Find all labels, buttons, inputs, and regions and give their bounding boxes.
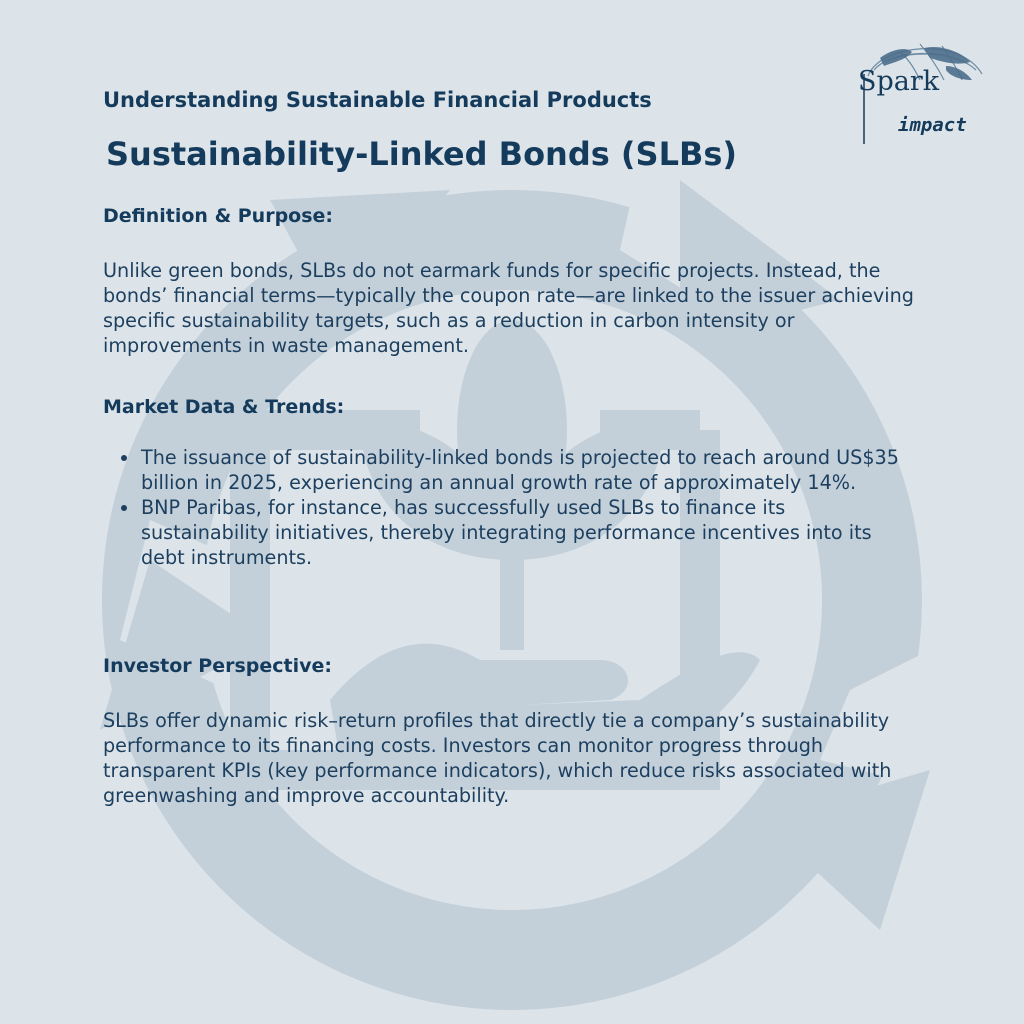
- investor-body: SLBs offer dynamic risk–return profiles that directly tie a company’s sustainability performance to its financing costs. Investors can monitor progress through transparent KPIs (key performance indicators), which reduce risks associated with greenwashing and improve accountability.: [103, 709, 892, 807]
- list-item: [103, 495, 918, 570]
- page-title: Sustainability-Linked Bonds (SLBs): [106, 135, 738, 173]
- bullet-text: The issuance of sustainability-linked bonds is projected to reach around US$35 billion in 2025, experiencing an annual growth rate of approximately 14%.: [141, 446, 899, 494]
- bullet-icon: [121, 505, 127, 511]
- investor-heading: Investor Perspective:: [103, 655, 333, 677]
- definition-heading: Definition & Purpose:: [103, 205, 334, 227]
- logo-spark-text: Spark: [858, 66, 940, 97]
- definition-body: Unlike green bonds, SLBs do not earmark funds for specific projects. Instead, the bonds’ financial terms—typically the coupon rate—are linked to the issuer achieving specific sustainability targets, such as a reduction in carbon intensity or improvements in waste management.: [103, 259, 914, 357]
- page-subtitle: Understanding Sustainable Financial Products: [103, 88, 652, 112]
- list-item: [103, 445, 918, 495]
- market-heading: Market Data & Trends:: [103, 396, 345, 418]
- market-bullet-list: [103, 445, 918, 570]
- logo-impact-text: impact: [898, 114, 967, 136]
- bullet-icon: [121, 455, 127, 461]
- bullet-text: BNP Paribas, for instance, has successfully used SLBs to finance its sustainability initiatives, thereby integrating performance incentives into its debt instruments.: [141, 496, 872, 569]
